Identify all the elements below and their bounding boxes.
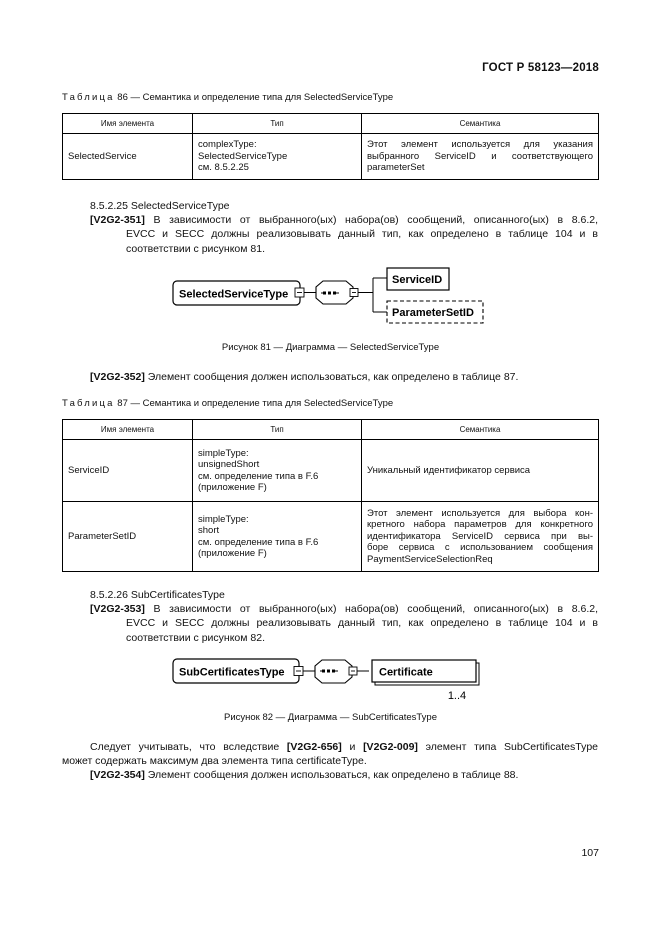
figure-82-caption: Рисунок 82 — Диаграмма — SubCertificatesType	[223, 712, 437, 723]
type-cell	[193, 134, 362, 180]
element-name-cell: SelectedService	[63, 134, 193, 180]
type-cell	[193, 502, 362, 572]
child-element-certificate	[372, 660, 479, 685]
type-line: см. определение типа в F.6	[198, 536, 319, 548]
figure-81-caption: Рисунок 81 — Диаграмма — SelectedServiceType	[221, 342, 440, 353]
note-paragraph-line2: может содержать максимум два элемента типа certificateType.	[62, 755, 367, 767]
section-heading: 8.5.2.26 SubCertificatesType	[90, 589, 225, 601]
root-type-label: SelectedServiceType	[179, 288, 289, 301]
table-87	[62, 419, 599, 572]
table-caption-prefix: Таблица	[62, 92, 115, 103]
root-type-box	[173, 659, 303, 683]
root-type-label: SubCertificatesType	[179, 666, 285, 679]
table-86-caption	[62, 92, 393, 103]
standard-header: ГОСТ Р 58123—2018	[482, 62, 599, 74]
multiplicity-label: 1..4	[447, 690, 467, 702]
requirement-id: [V2G2-353]	[90, 603, 145, 615]
section-heading: 8.5.2.25 SelectedServiceType	[90, 200, 230, 212]
column-header: Семантика	[362, 114, 599, 134]
sequence-compositor-icon	[316, 281, 358, 304]
element-name-cell: ParameterSetID	[63, 502, 193, 572]
element-name-cell: ServiceID	[63, 440, 193, 502]
requirement-text: Элемент сообщения должен использоваться, как определено в таблице 88.	[144, 769, 519, 781]
table-87-caption	[62, 398, 393, 409]
requirement-text: В зависимости от выбранного(ых) набора(ов) сообщений, описанного(ых) в 8.6.2,	[144, 603, 598, 615]
semantics-line: parameterSet	[367, 162, 425, 174]
semantics-line: Этот элемент используется для выбора кон-	[367, 507, 593, 519]
note-reference: [V2G2-656]	[286, 741, 342, 753]
requirement-id: [V2G2-354]	[90, 769, 145, 781]
type-line: SelectedServiceType	[198, 150, 288, 162]
requirement-text: соответствии с рисунком 81.	[126, 242, 266, 255]
requirement-353-continued	[126, 616, 598, 645]
child-label: ParameterSetID	[392, 307, 474, 319]
semantics-line: PaymentServiceSelectionReq	[367, 553, 493, 565]
column-header: Имя элемента	[63, 420, 193, 440]
type-line: complexType:	[198, 139, 257, 151]
requirement-text: В зависимости от выбранного(ых) набора(ов) сообщений, описанного(ых) в 8.6.2,	[144, 214, 598, 226]
note-text: и	[341, 741, 364, 753]
column-header: Тип	[193, 420, 362, 440]
requirement-354	[90, 768, 518, 783]
requirement-353	[90, 602, 598, 617]
type-line: см. 8.5.2.25	[198, 162, 249, 174]
type-line: (приложение F)	[198, 482, 267, 493]
table-86	[62, 113, 599, 180]
requirement-text: EVCC и SECC должны реализовывать данный тип, как определено в таблице 104 и в	[126, 617, 598, 629]
requirement-text: EVCC и SECC должны реализовывать данный тип, как определено в таблице 104 и в	[126, 228, 598, 240]
table-header-row	[63, 420, 599, 440]
requirement-351-continued	[126, 227, 598, 256]
figure-81-diagram	[170, 262, 490, 328]
child-label: Certificate	[379, 666, 433, 679]
type-line: simpleType:	[198, 447, 249, 459]
table-caption-text: 86 — Семантика и определение типа для SelectedServiceType	[117, 92, 394, 103]
page-number: 107	[581, 847, 599, 859]
semantics-line: выбранного ServiceID и соответствующего	[367, 150, 593, 162]
column-header: Имя элемента	[63, 114, 193, 134]
semantics-cell	[362, 502, 599, 572]
note-reference: [V2G2-009]	[363, 741, 418, 753]
table-row	[63, 502, 599, 572]
requirement-text: Элемент сообщения должен использоваться, как определено в таблице 87.	[144, 371, 519, 383]
semantics-cell	[362, 440, 599, 502]
sequence-compositor-icon	[315, 660, 357, 683]
child-element-parametersetid	[387, 301, 483, 323]
note-text: Следует учитывать, что вследствие	[90, 741, 287, 753]
semantics-cell	[362, 134, 599, 180]
table-caption-prefix: Таблица	[62, 398, 115, 409]
table-header-row	[63, 114, 599, 134]
type-line: (приложение F)	[198, 548, 267, 559]
semantics-line: боре сервиса с использованием сообщения	[367, 542, 593, 554]
requirement-text: соответствии с рисунком 82.	[126, 631, 266, 644]
table-row	[63, 440, 599, 502]
type-line: см. определение типа в F.6	[198, 470, 319, 482]
type-cell	[193, 440, 362, 502]
note-paragraph	[90, 740, 598, 755]
table-caption-text: 87 — Семантика и определение типа для SelectedServiceType	[117, 398, 394, 409]
semantics-line: кретного набора параметров для конкретного	[367, 519, 593, 531]
semantics-line: Этот элемент используется для указания	[367, 139, 593, 151]
type-line: simpleType:	[198, 513, 249, 525]
root-type-box	[173, 281, 304, 305]
type-line: unsignedShort	[198, 459, 260, 470]
child-element-serviceid	[387, 268, 449, 290]
requirement-id: [V2G2-351]	[90, 214, 145, 226]
requirement-351	[90, 213, 598, 228]
child-label: ServiceID	[392, 274, 443, 286]
requirement-id: [V2G2-352]	[90, 371, 145, 383]
note-text: элемент типа SubCertificatesType	[417, 741, 599, 753]
column-header: Семантика	[362, 420, 599, 440]
semantics-line: идентификатора ServiceID сервиса при вы-	[367, 530, 593, 542]
semantics-line: Уникальный идентификатор сервиса	[367, 465, 531, 476]
figure-82-diagram	[170, 654, 490, 704]
requirement-352	[90, 370, 518, 385]
type-line: short	[198, 525, 220, 536]
table-row	[63, 134, 599, 180]
column-header: Тип	[193, 114, 362, 134]
